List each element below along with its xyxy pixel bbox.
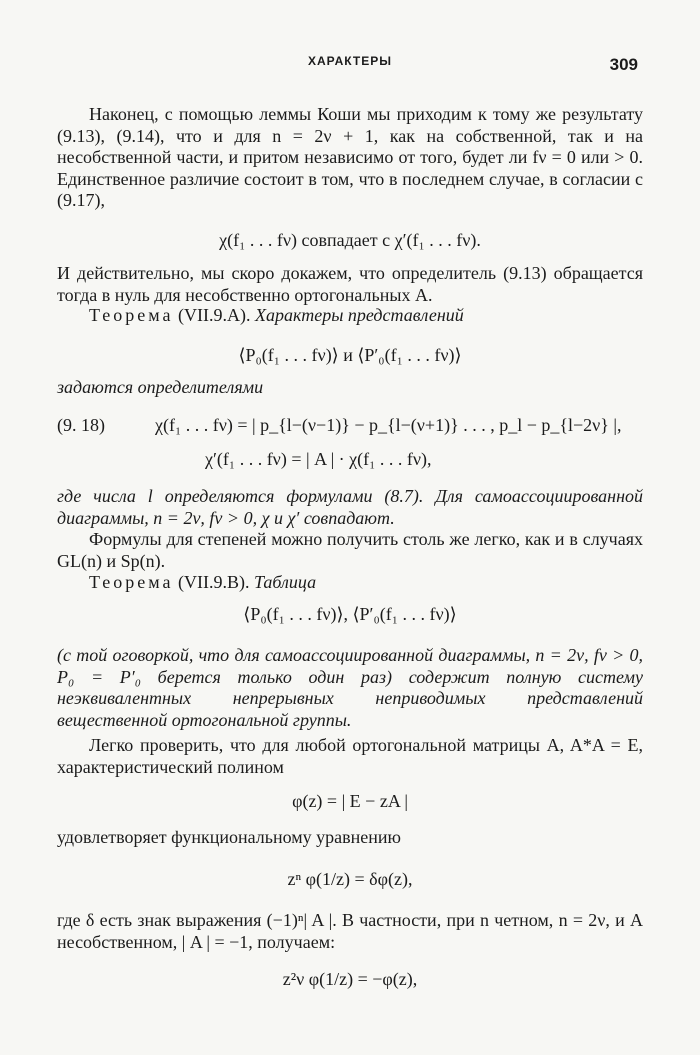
theorem-a (57, 305, 643, 327)
theorem-b-word: Теорема (89, 572, 174, 592)
paragraph-caveat: (с той оговоркой, что для самоассоциированной диаграммы, n = 2ν, fν > 0, P₀ = P′₀ берется только один раз) содержит полную систему неэквивалентных непрерывных неприводимых представлений вещественной ортогональной группы. (57, 645, 643, 730)
theorem-a-number: (VII.9.A). (178, 305, 251, 325)
equation-label: (9. 18) (57, 415, 105, 435)
equation-table: ⟨P₀(f₁ . . . fν)⟩, ⟨P′₀(f₁ . . . fν)⟩ (243, 604, 457, 624)
equation-representations: ⟨P₀(f₁ . . . fν)⟩ и ⟨P′₀(f₁ . . . fν)⟩ (238, 345, 462, 365)
paragraph-formulas: Формулы для степеней можно получить столь же легко, как и в случаях GL(n) и Sp(n). (57, 529, 643, 571)
equation-line-1: χ(f₁ . . . fν) = | p_{l−(ν−1)} − p_{l−(ν+1)} . . . , p_l − p_{l−2ν} |, (155, 415, 622, 435)
running-header: ХАРАКТЕРЫ (308, 54, 392, 68)
theorem-a-text: Характеры представлений (255, 305, 464, 325)
paragraph-numbers-l: где числа l определяются формулами (8.7). Для самоассоциированной диаграммы, n = 2ν, fν > 0, χ и χ′ совпадают. (57, 486, 643, 528)
given-by-determinants: задаются определителями (57, 377, 264, 397)
paragraph-easy-check: Легко проверить, что для любой ортогональной матрицы A, A*A = E, характеристический полином (57, 735, 643, 777)
equation-9-18 (57, 414, 643, 474)
theorem-b-number: (VII.9.B). (178, 572, 250, 592)
paragraph-intro: Наконец, с помощью леммы Коши мы приходим к тому же результату (9.13), (9.14), что и для n = 2ν + 1, как на собственной, так и на несобственной части, и притом независимо от того, будет ли fν = 0 или > 0. Единственное различие состоит в том, что в последнем случае, в согласии с (9.17), (57, 104, 643, 210)
equation-functional: zⁿ φ(1/z) = δφ(z), (287, 869, 413, 889)
paragraph-determinant: И действительно, мы скоро докажем, что определитель (9.13) обращается тогда в нуль для несобственно ортогональных A. (57, 263, 643, 305)
equation-final: z²ν φ(1/z) = −φ(z), (282, 969, 418, 989)
theorem-a-word: Теорема (89, 305, 174, 325)
paragraph-delta: где δ есть знак выражения (−1)ⁿ| A |. В частности, при n четном, n = 2ν, и A несобственном, | A | = −1, получаем: (57, 910, 643, 952)
page-number: 309 (609, 55, 638, 74)
equation-line-2: χ′(f₁ . . . fν) = | A | · χ(f₁ . . . fν), (205, 449, 432, 469)
paragraph-satisfies: удовлетворяет функциональному уравнению (57, 827, 401, 847)
equation-chi-coincides: χ(f₁ . . . fν) совпадает с χ′(f₁ . . . fν). (219, 230, 481, 250)
equation-char-polynomial: φ(z) = | E − zA | (292, 791, 408, 811)
theorem-b (57, 572, 643, 594)
theorem-b-text: Таблица (254, 572, 317, 592)
